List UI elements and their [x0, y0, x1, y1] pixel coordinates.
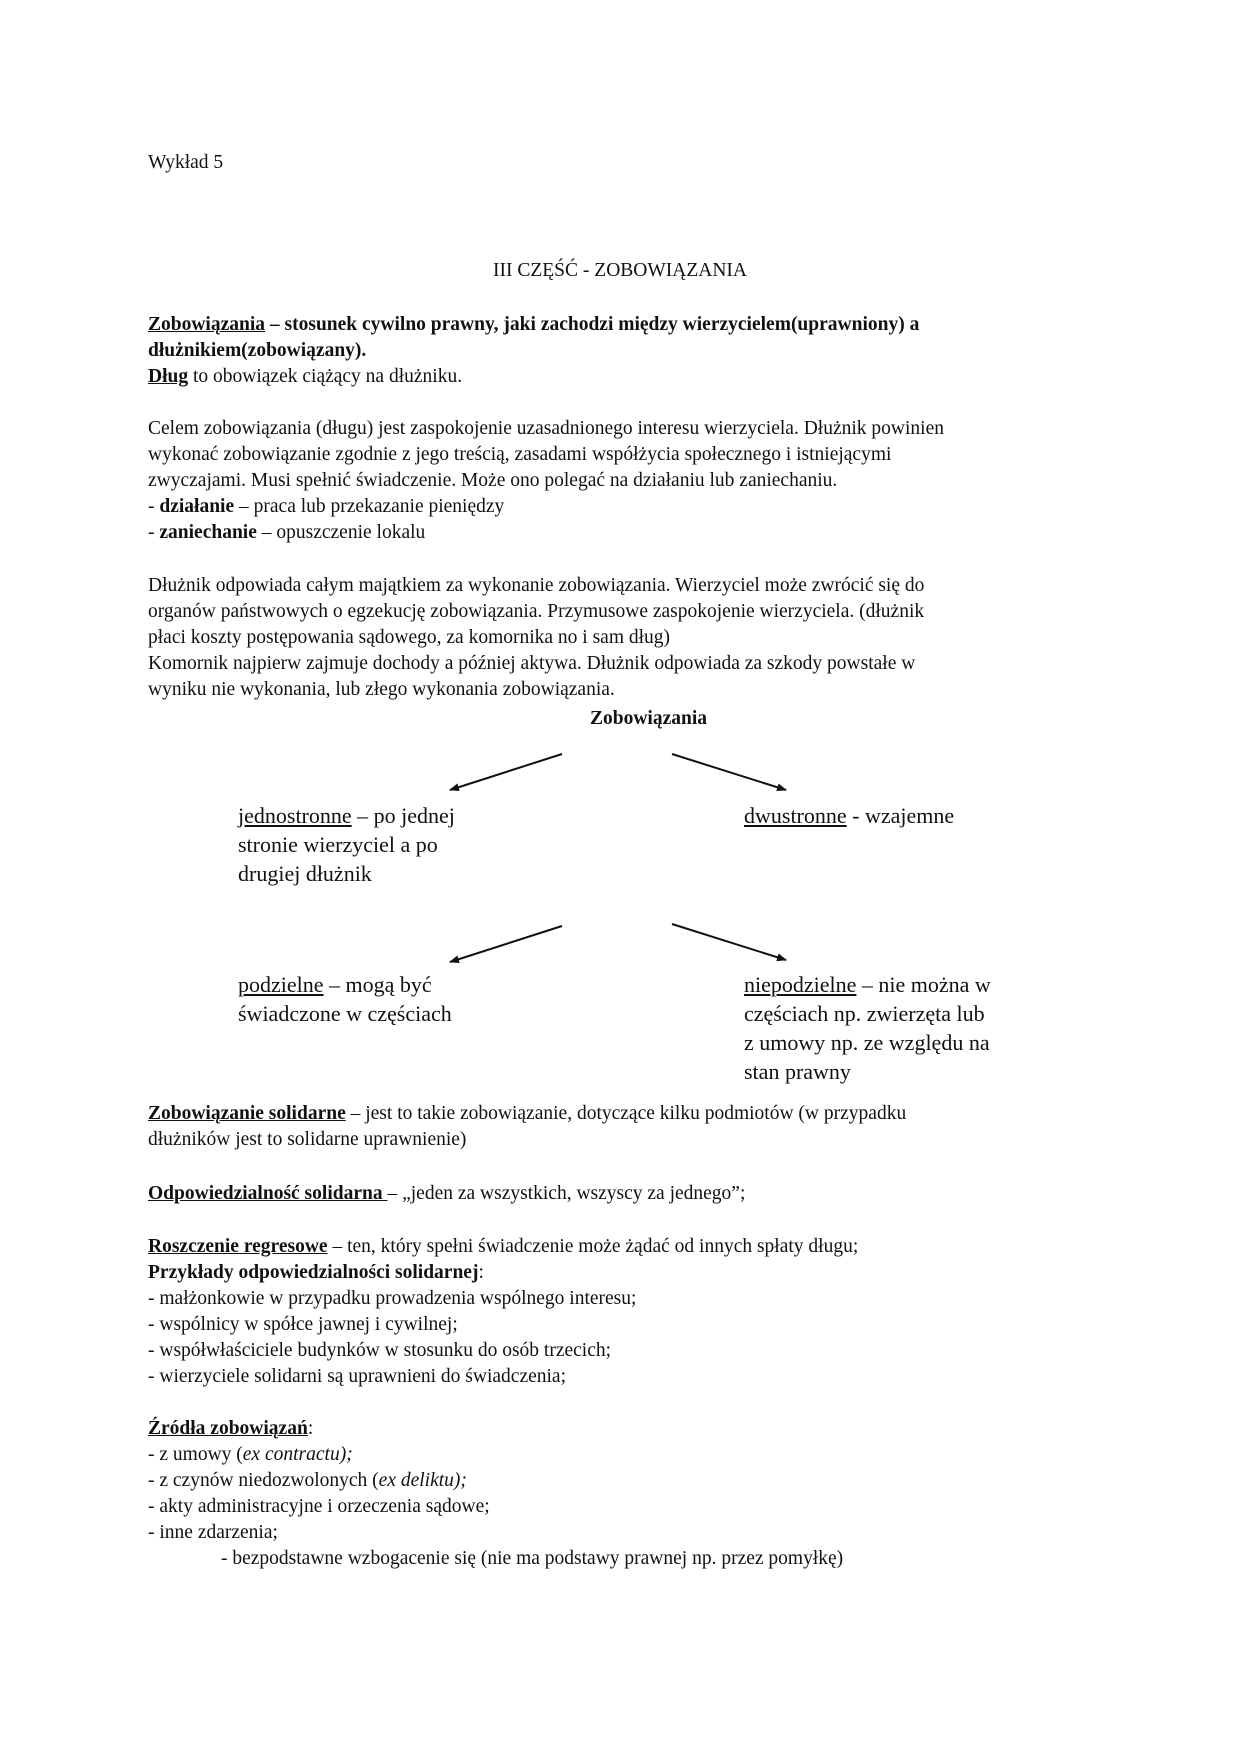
paragraph-line: zwyczajami. Musi spełnić świadczenie. Może ono polegać na działaniu lub zaniechaniu. [148, 470, 838, 491]
arrow-left-bottom [450, 926, 562, 962]
paragraph-line: Celem zobowiązania (długu) jest zaspokojenie uzasadnionego interesu wierzyciela. Dłużnik powinien [148, 418, 944, 439]
list-item: - wspólnicy w spółce jawnej i cywilnej; [148, 1314, 458, 1335]
diagram-node-niepodzielne: niepodzielne – nie można w częściach np. zwierzęta lub z umowy np. ze względu na stan prawny [744, 972, 991, 1084]
sources-heading: Źródła zobowiązań: [148, 1418, 314, 1439]
examples-block [148, 1234, 858, 1390]
definition-continuation: dłużników jest to solidarne uprawnienie) [148, 1129, 467, 1150]
page-title: III CZĘŚĆ - ZOBOWIĄZANIA [493, 260, 747, 281]
definition-zobowiazanie-solidarne: Zobowiązanie solidarne – jest to takie zobowiązanie, dotyczące kilku podmiotów (w przypadku [148, 1103, 907, 1124]
arrow-right-top [672, 754, 786, 790]
sources-block [148, 1416, 843, 1572]
arrow-left-top [450, 754, 562, 790]
paragraph-line: wykonać zobowiązanie zgodnie z jego treścią, zasadami współżycia społecznego i istniejącymi [148, 444, 892, 465]
paragraph-line: organów państwowych o egzekucję zobowiązania. Przymusowe zaspokojenie wierzyciela. (dłużnik [148, 601, 925, 622]
list-item: - wierzyciele solidarni są uprawnieni do świadczenia; [148, 1366, 567, 1387]
paragraph-line: płaci koszty postępowania sądowego, za komornika no i sam dług) [148, 627, 671, 648]
paragraph-line: wyniku nie wykonania, lub złego wykonania zobowiązania. [148, 679, 615, 700]
list-item-zaniechanie: - zaniechanie – opuszczenie lokalu [148, 522, 426, 543]
solidarity-block [148, 1101, 906, 1153]
list-item: - akty administracyjne i orzeczenia sądowe; [148, 1496, 490, 1517]
term-dlug: Dług [148, 366, 189, 387]
lecture-label: Wykład 5 [148, 152, 224, 173]
definition-roszczenie-regresowe: Roszczenie regresowe – ten, który spełni świadczenie może żądać od innych spłaty długu; [148, 1236, 859, 1257]
definition-odpowiedzialnosc-solidarna: Odpowiedzialność solidarna – „jeden za wszystkich, wszyscy za jednego”; [148, 1183, 746, 1204]
list-item-nested: - bezpodstawne wzbogacenie się (nie ma podstawy prawnej np. przez pomyłkę) [221, 1548, 844, 1569]
diagram-node-podzielne: podzielne – mogą być świadczone w częściach [238, 972, 452, 1026]
list-item: - z umowy (ex contractu); [148, 1444, 353, 1465]
paragraph-line: Komornik najpierw zajmuje dochody a później aktywa. Dłużnik odpowiada za szkody powstałe w [148, 653, 916, 674]
examples-heading: Przykłady odpowiedzialności solidarnej: [148, 1262, 484, 1283]
term-zobowiazania: Zobowiązania [148, 314, 266, 335]
list-item: - inne zdarzenia; [148, 1522, 278, 1543]
diagram-node-dwustronne: dwustronne - wzajemne [744, 803, 955, 828]
diagram-root: Zobowiązania [590, 708, 708, 729]
definition-text: – stosunek cywilno prawny, jaki zachodzi między wierzycielem(uprawniony) a [265, 314, 920, 335]
definition-continuation: dłużnikiem(zobowiązany). [148, 340, 367, 361]
list-item: - małżonkowie w przypadku prowadzenia wspólnego interesu; [148, 1288, 637, 1309]
definition-dlug-text: to obowiązek ciążący na dłużniku. [188, 366, 463, 387]
arrow-right-bottom [672, 924, 786, 960]
paragraph-line: Dłużnik odpowiada całym majątkiem za wykonanie zobowiązania. Wierzyciel może zwrócić się do [148, 575, 925, 596]
list-item: - współwłaściciele budynków w stosunku do osób trzecich; [148, 1340, 612, 1361]
list-item-dzialanie: - działanie – praca lub przekazanie pieniędzy [148, 496, 505, 517]
diagram-node-jednostronne: jednostronne – po jednej stronie wierzyciel a po drugiej dłużnik [238, 803, 455, 886]
list-item: - z czynów niedozwolonych (ex deliktu); [148, 1470, 467, 1491]
